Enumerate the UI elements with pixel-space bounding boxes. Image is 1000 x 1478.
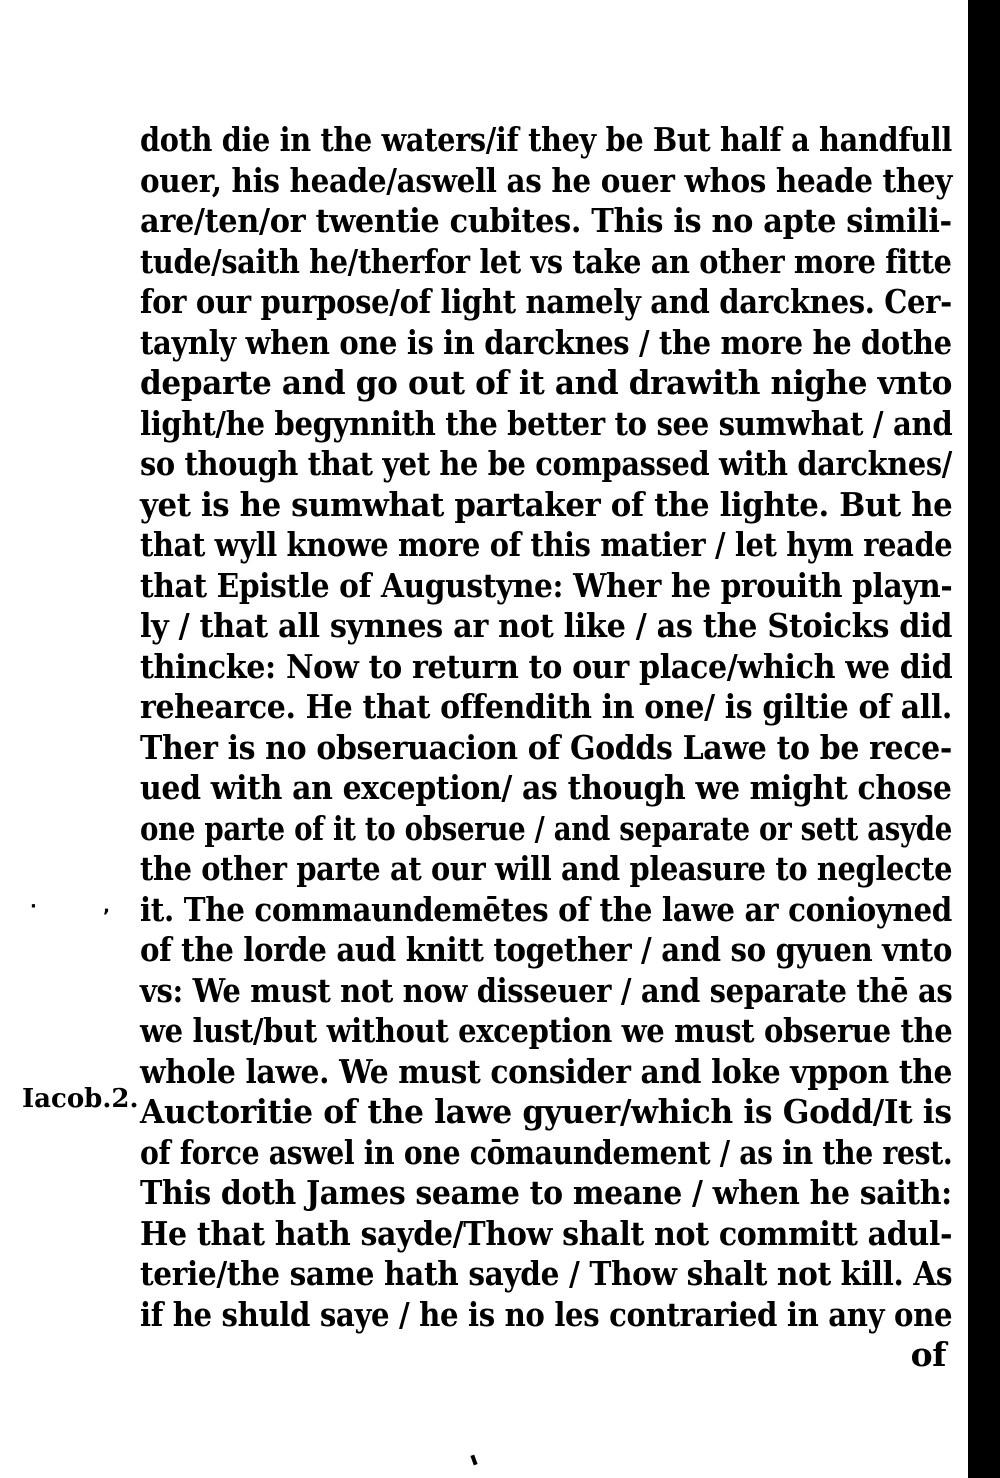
text-line: whole lawe. We must consider and loke vppon the	[140, 1051, 953, 1091]
text-line: ly / that all synnes ar not like / as the Stoicks did	[140, 606, 953, 645]
text-line: ued with an exception/ as though we might chose	[140, 768, 952, 807]
text-line: for our purpose/of light namely and darcknes. Cer-	[140, 282, 952, 321]
text-line: tude/saith he/therfor let vs take an other more fitte	[140, 241, 952, 281]
text-line: ouer, his heade/aswell as he ouer whos heade they	[140, 160, 952, 200]
text-line: Ther is no obseruacion of Godds Lawe to be rece-	[140, 727, 952, 767]
text-line: that wyll knowe more of this matier / let hym reade	[140, 525, 953, 564]
text-line: it. The commaundemētes of the lawe ar conioyned	[140, 889, 952, 929]
text-line: light/he begynnith the better to see sumwhat / and	[140, 403, 953, 443]
text-line: rehearce. He that offendith in one/ is giltie of all.	[140, 687, 952, 726]
text-line: departe and go out of it and drawith nighe vnto	[140, 363, 953, 402]
text-line: taynly when one is in darcknes / the more he dothe	[140, 322, 952, 362]
text-line: thincke: Now to return to our place/which we did	[140, 646, 953, 686]
text-line: we lust/but without exception we must obserue the	[140, 1011, 953, 1050]
catchword: of	[910, 1335, 946, 1374]
text-line: if he shuld saye / he is no les contraried in any one	[140, 1294, 953, 1334]
text-line: that Epistle of Augustyne: Wher he prouith playn-	[140, 565, 953, 605]
text-line: vs: We must not now disseuer / and separate thē as	[140, 970, 953, 1010]
text-line: of force aswel in one cōmaundement / as in the rest.	[140, 1132, 953, 1172]
ink-speck	[470, 1455, 477, 1466]
text-line: This doth James seame to meane / when he saith:	[140, 1173, 952, 1212]
text-line: the other parte at our will and pleasure to neglecte	[140, 849, 953, 888]
page-edge-shadow	[968, 0, 1000, 1478]
margin-note: Iacob.2.	[22, 1084, 139, 1114]
text-line: so though that yet he be compassed with darcknes/	[140, 444, 952, 483]
text-line: He that hath sayde/Thow shalt not committ adul-	[140, 1213, 953, 1253]
text-line: Auctoritie of the lawe gyuer/which is Godd/It is	[140, 1092, 952, 1131]
text-line: of the lorde aud knitt together / and so gyuen vnto	[140, 930, 952, 969]
margin-specks: · ,	[30, 896, 140, 917]
text-line: are/ten/or twentie cubites. This is no apte simili-	[140, 201, 952, 240]
text-line: terie/the same hath sayde / Thow shalt not kill. As	[140, 1254, 953, 1293]
text-line: one parte of it to obserue / and separate or sett asyde	[140, 808, 952, 848]
text-line: doth die in the waters/if they be But half a handfull	[140, 120, 952, 159]
body-text	[140, 120, 952, 1376]
text-line: yet is he sumwhat partaker of the lighte. But he	[140, 484, 953, 524]
